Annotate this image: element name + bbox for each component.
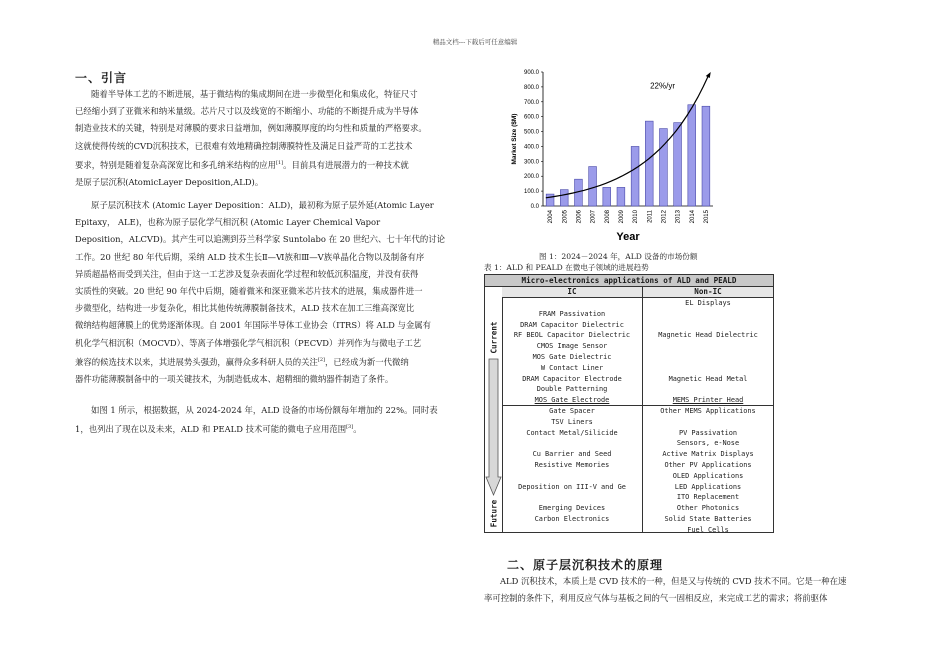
table-entry: MOS Gate Dielectric	[532, 352, 612, 361]
table-entry: Double Patterning	[536, 385, 608, 394]
side-label-future: Future	[489, 499, 499, 528]
table-entry: DRAM Capacitor Dielectric	[520, 320, 624, 329]
section1-paragraph-2	[75, 197, 470, 388]
bar-2005	[560, 190, 568, 206]
x-tick-label: 2005	[562, 210, 569, 224]
bar-2012	[660, 129, 668, 206]
side-label-current: Current	[489, 321, 499, 354]
bar-2014	[688, 105, 696, 206]
chart-bars	[546, 105, 710, 206]
section1-heading: 一、引言	[75, 71, 128, 85]
y-tick-label: 200.0	[523, 174, 539, 181]
future-ic-cell	[502, 406, 642, 536]
section2-paragraph-1	[484, 573, 876, 607]
p1-line: 制造业技术的关键，特别是对薄膜的要求日益增加，例如薄膜厚度的均匀性和质量的严格要求。	[75, 123, 427, 134]
bar-2010	[631, 146, 639, 206]
x-axis-label: Year	[616, 231, 640, 240]
x-tick-label: 2009	[618, 210, 625, 224]
table-title: Micro-electronics applications of ALD and PEALD	[485, 275, 773, 287]
figure1-caption: 图 1：2024－2024 年，ALD 设备的市场份额	[539, 252, 698, 261]
table-entry: Deposition on III-V and Ge	[518, 482, 626, 491]
table-entry: MEMS Printer Head	[672, 396, 744, 405]
table-entry: Emerging Devices	[538, 504, 606, 513]
table-entry	[643, 341, 773, 352]
table-entry: Magnetic Head Metal	[668, 374, 748, 383]
table-entry: Gate Spacer	[549, 407, 595, 415]
citation-ref[interactable]: [3]	[346, 424, 354, 431]
p3-line: 1，也列出了现在以及未来，ALD 和 PEALD 技术可能的微电子应用范围[3]。	[75, 424, 362, 434]
future-non-ic-cell	[643, 406, 773, 536]
bar-2011	[645, 121, 653, 206]
table-entry: OLED Applications	[672, 471, 744, 480]
table1-caption: 表 1：ALD 和 PEALD 在微电子领域的进展趋势	[484, 263, 649, 272]
table-entry	[643, 352, 773, 363]
bar-2009	[617, 187, 625, 206]
table-entry: CMOS Image Sensor	[536, 342, 608, 351]
y-tick-label: 600.0	[523, 114, 539, 121]
p2-line: 异质超晶格而受到关注，但由于这一工艺涉及复杂表面化学过程和较低沉积温度，并没有获得	[75, 268, 419, 279]
table-entry: Contact Metal/Silicide	[526, 428, 618, 437]
table-entry	[502, 471, 642, 482]
current-non-ic-cell	[643, 298, 773, 406]
table-entry: Resistive Memories	[534, 460, 610, 469]
p3-line: 如图 1 所示，根据数据，从 2024-2024 年，ALD 设备的市场份额每年增加约 22%。同时表	[91, 405, 438, 415]
table-entry: Fuel Cells	[687, 525, 729, 534]
trend-label: 22%/yr	[650, 81, 676, 91]
x-tick-label: 2011	[647, 210, 654, 223]
y-axis-label: Market Size ($M)	[511, 113, 518, 165]
current-ic-cell	[502, 298, 642, 406]
y-tick-label: 700.0	[523, 99, 539, 106]
bar-2015	[702, 106, 710, 206]
citation-ref[interactable]: [1]	[276, 159, 284, 166]
p2-line: 原子层沉积技术 (Atomic Layer Deposition：ALD)，最初称为原子层外延(Atomic Layer	[91, 200, 434, 210]
p2-line: 兼容的候选技术以来，其进展势头强劲，赢得众多科研人员的关注[2]，已经成为新一代微纳	[75, 356, 409, 367]
x-tick-label: 2006	[576, 210, 583, 224]
x-tick-label: 2010	[633, 210, 640, 224]
column-header-non-ic: Non-IC	[643, 287, 773, 298]
table-entry: EL Displays	[685, 299, 731, 307]
p2-line: Deposition，ALCVD)。其产生可以追溯到芬兰科学家 Suntolabo 在 20 世纪六、七十年代的讨论	[75, 234, 446, 245]
p2-line: 机化学气相沉积（MOCVD）、等离子体增强化学气相沉积（PECVD）并列作为与微电子工艺	[75, 337, 422, 348]
table-entry: Cu Barrier and Seed	[532, 450, 612, 459]
table-entry: Other PV Applications	[664, 460, 752, 469]
p1-line: 这就使得传统的CVD沉积技术，已很难有效地精确控制薄膜特性及满足日益严苛的工艺技术	[75, 140, 413, 151]
table-entry	[643, 363, 773, 374]
section1-paragraph-1	[75, 86, 470, 191]
table-entry: Solid State Batteries	[664, 514, 752, 523]
y-tick-label: 800.0	[523, 84, 539, 91]
s2-line: ALD 沉积技术，本质上是 CVD 技术的一种，但是又与传统的 CVD 技术不同。它是一种在速	[500, 576, 847, 586]
table-entry: DRAM Capacitor Electrode	[522, 374, 622, 383]
table-entry	[643, 384, 773, 395]
citation-ref[interactable]: [2]	[317, 356, 325, 363]
p1-line: 是原子层沉积(AtomicLayer Deposition,ALD)。	[75, 176, 264, 187]
trend-arrowhead	[706, 72, 711, 78]
table-entry	[502, 525, 642, 536]
p2-line: 器件功能薄膜制备中的一项关键技术，为制造低成本、超精细的微纳器件制造了条件。	[75, 373, 394, 384]
p1-line: 要求，特别是随着复杂高深宽比和多孔纳米结构的应用[1]。目前具有进展潜力的一种技术就	[75, 159, 409, 170]
table-entry: Magnetic Head Dielectric	[658, 331, 758, 340]
table-entry	[502, 298, 642, 309]
column-header-ic: IC	[502, 287, 642, 298]
bar-2008	[603, 187, 611, 206]
table-entry	[502, 492, 642, 503]
table-entry: MOS Gate Electrode	[534, 396, 610, 405]
table-entry: W Contact Liner	[540, 363, 604, 372]
table-entry: FRAM Passivation	[538, 309, 606, 318]
table-entry: LED Applications	[674, 482, 742, 491]
table-entry	[643, 417, 773, 428]
table-entry: PV Passivation	[678, 428, 738, 437]
page-header-note: 精品文档---下载后可任意编辑	[432, 38, 518, 46]
chart-axes	[511, 70, 713, 240]
bar-2004	[546, 194, 554, 206]
x-tick-label: 2015	[703, 210, 710, 224]
market-size-chart	[507, 62, 722, 240]
p2-line: 微纳结构超薄膜上的优势逐渐体现。自 2001 年国际半导体工业协会（ITRS）将 ALD 与金属有	[75, 320, 431, 331]
p2-line: 实质性的突破。20 世纪 90 年代中后期，随着微米和深亚微米芯片技术的进展，集成器件进一	[75, 286, 423, 297]
chart-trend	[546, 72, 711, 198]
table-entry: Other Photonics	[676, 504, 740, 513]
y-tick-label: 300.0	[523, 159, 539, 166]
p1-line: 随着半导体工艺的不断进展，基于微结构的集成期间在进一步微型化和集成化，特征尺寸	[91, 89, 418, 99]
bar-2007	[589, 167, 597, 206]
bar-2013	[674, 123, 682, 206]
section2-heading: 二、原子层沉积技术的原理	[507, 558, 664, 572]
s2-line: 率可控制的条件下，利用反应气体与基板之间的气一固相反应，来完成工艺的需求；将前驱体	[484, 593, 828, 604]
trend-curve	[546, 75, 709, 198]
table-entry: Active Matrix Displays	[662, 450, 754, 459]
x-tick-label: 2008	[604, 210, 611, 224]
section1-paragraph-3	[75, 402, 470, 438]
table-entry: ITO Replacement	[676, 493, 740, 502]
ald-applications-table	[484, 274, 774, 533]
x-tick-label: 2007	[590, 210, 597, 224]
table-entry: Sensors, e-Nose	[676, 439, 740, 448]
y-tick-label: 100.0	[523, 189, 539, 196]
y-tick-label: 500.0	[523, 129, 539, 136]
x-tick-label: 2013	[675, 210, 682, 224]
table-entry: TSV Liners	[551, 417, 593, 426]
x-tick-label: 2014	[689, 210, 696, 224]
y-tick-label: 900.0	[523, 70, 539, 76]
p2-line: 工作。20 世纪 80 年代后期，采纳 ALD 技术生长Ⅱ—Ⅵ族和Ⅲ—Ⅴ族单晶化合物以及制备有序	[75, 251, 425, 262]
table-entry: Carbon Electronics	[534, 514, 610, 523]
timeline-sidebar	[485, 297, 503, 533]
x-tick-label: 2012	[661, 210, 668, 224]
y-tick-label: 0.0	[530, 204, 539, 210]
table-entry	[643, 309, 773, 320]
x-tick-label: 2004	[548, 210, 555, 224]
table-entry: Other MEMS Applications	[660, 407, 756, 415]
table-entry: RF BEOL Capacitor Dielectric	[513, 331, 631, 340]
p1-line: 已经缩小到了亚微米和纳米量级。芯片尺寸以及线宽的不断缩小、功能的不断提升成为半导体	[75, 106, 419, 117]
table-entry	[643, 320, 773, 331]
table-entry	[502, 438, 642, 449]
y-tick-label: 400.0	[523, 144, 539, 151]
p2-line: Epitaxy， ALE)，也称为原子层化学气相沉积 (Atomic Layer Chemical Vapor	[75, 217, 381, 228]
p2-line: 步微型化，结构进一步复杂化，相比其他传统薄膜制备技术，ALD 技术在加工三维高深宽比	[75, 303, 415, 314]
